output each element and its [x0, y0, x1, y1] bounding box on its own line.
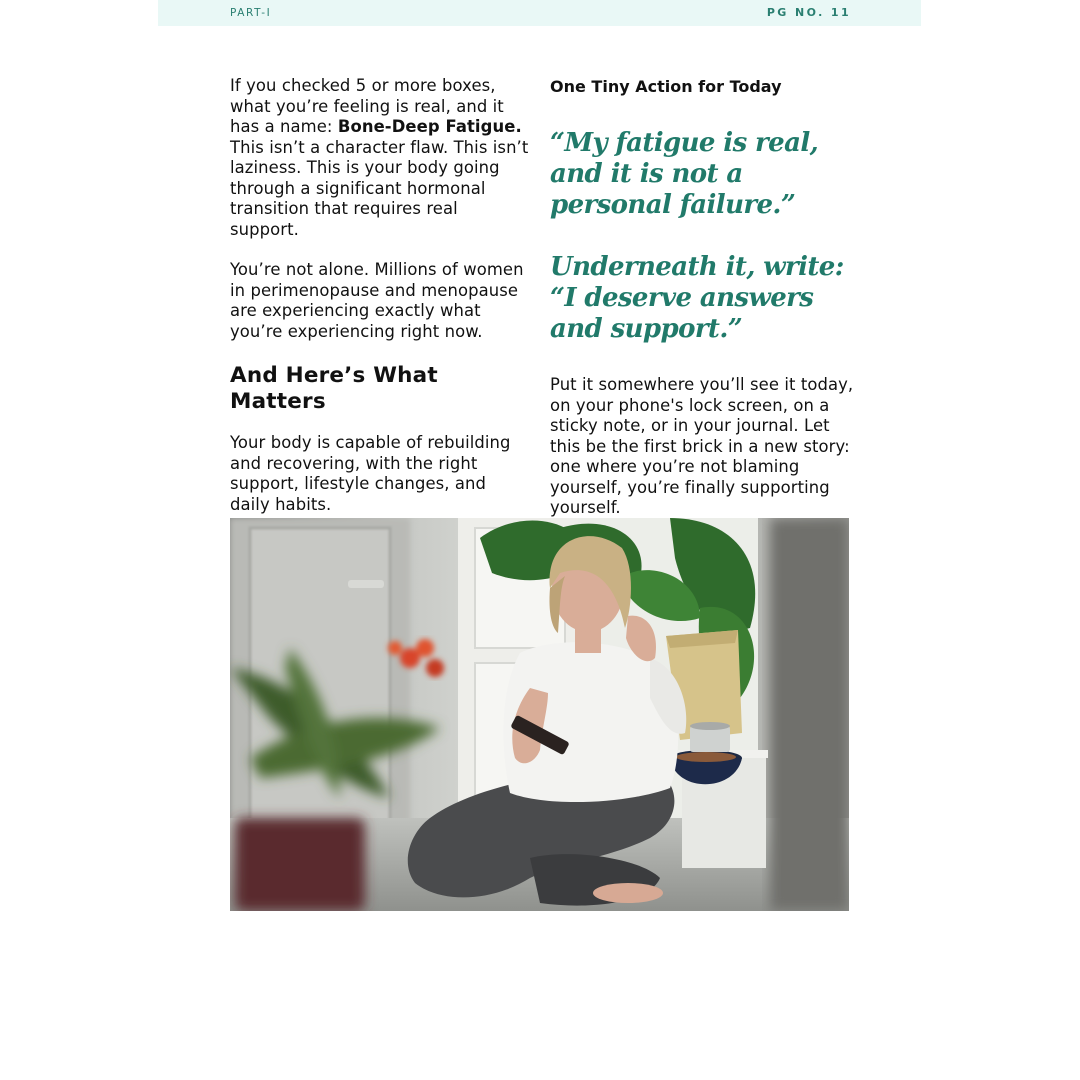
page-number: PG NO. 11 [766, 6, 851, 19]
quote-write-instruction: Underneath it, write: [550, 252, 844, 282]
part-label: PART-I [230, 7, 272, 19]
not-alone-paragraph: You’re not alone. Millions of women in perimenopause and menopause are experiencing exactly what you’re experiencing right now. [230, 260, 524, 341]
quote-deserve-answers: “I deserve answers and support.” [550, 283, 814, 344]
intro-text-end: This isn’t a character flaw. This isn’t laziness. This is your body going through a significant hormonal transition that requires real support. [230, 137, 529, 239]
woman-with-phone-photo [230, 518, 849, 911]
section-heading: And Here’s What Matters [230, 363, 438, 414]
action-body-paragraph: Put it somewhere you’ll see it today, on your phone's lock screen, on a sticky note, or in your journal. Let this be the first brick in a new story: one where you’re not blaming yourself, you’re finally supporting yourself. [550, 375, 854, 517]
bone-deep-fatigue-term: Bone-Deep Fatigue. [337, 117, 522, 136]
section-body-paragraph: Your body is capable of rebuilding and recovering, with the right support, lifestyle changes, and daily habits. [230, 433, 511, 514]
intro-paragraph [230, 76, 530, 240]
photo-illustration [230, 518, 849, 911]
action-heading: One Tiny Action for Today [550, 77, 782, 96]
right-column [550, 76, 855, 519]
left-column [230, 76, 530, 515]
quote-fatigue-real: “My fatigue is real, and it is not a personal failure.” [550, 128, 819, 220]
header-band [158, 0, 921, 26]
intro-text-start: If you checked 5 or more boxes, what you’re feeling is real, and it has a name: [230, 76, 504, 136]
